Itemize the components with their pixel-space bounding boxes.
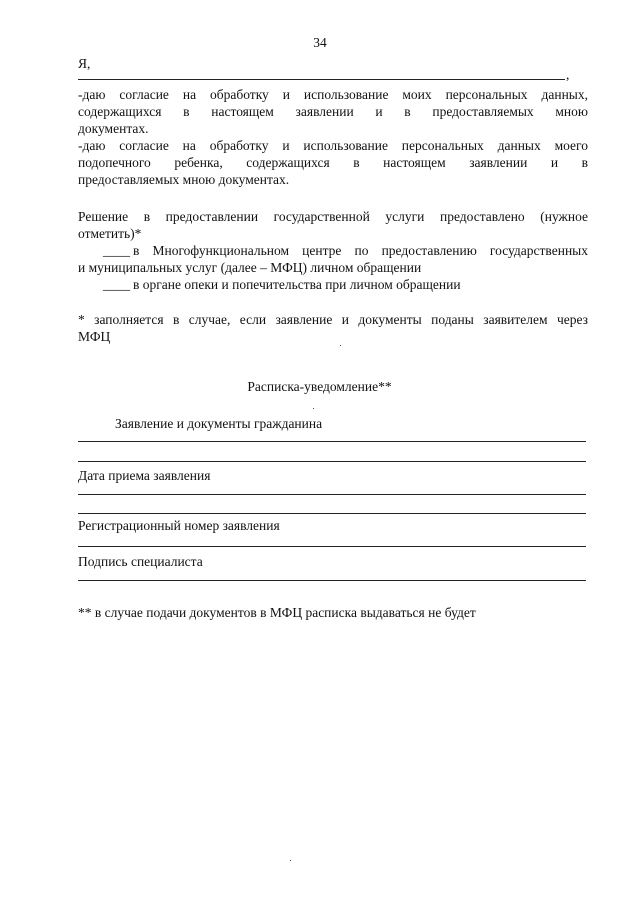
footnote2: ** в случае подачи документов в МФЦ расписка выдаваться не будет — [78, 605, 476, 620]
consent-child-line3: предоставляемых мною документах. — [78, 172, 290, 187]
speck-mark-2 — [313, 408, 314, 409]
speck-mark-3 — [290, 860, 291, 861]
intro-comma: , — [566, 67, 570, 82]
date-label: Дата приема заявления — [78, 468, 211, 483]
footnote1-line1: * заполняется в случае, если заявление и документы поданы заявителем через — [78, 312, 588, 327]
signature-fill-line — [78, 580, 586, 581]
consent-own-line2: содержащихся в настоящем заявлении и в предоставляемых мною — [78, 104, 588, 119]
reg-number-fill-line — [78, 546, 586, 547]
option1-blank: ____ — [103, 243, 130, 258]
date-fill-line-1 — [78, 494, 586, 495]
option1-line1: в Многофункциональном центре по предоставлению государственных — [133, 243, 588, 258]
option1-line2: и муниципальных услуг (далее – МФЦ) личном обращении — [78, 260, 422, 275]
decision-line2: отметить)* — [78, 226, 142, 241]
option2-line1: в органе опеки и попечительства при личном обращении — [133, 277, 461, 292]
documents-fill-line-2 — [78, 461, 586, 462]
documents-fill-line-1 — [78, 441, 586, 442]
name-fill-line — [78, 79, 565, 80]
receipt-title: Расписка-уведомление** — [247, 379, 392, 394]
page-number: 34 — [313, 35, 327, 50]
documents-label: Заявление и документы гражданина — [115, 416, 323, 431]
signature-label: Подпись специалиста — [78, 554, 203, 569]
speck-mark — [340, 345, 341, 346]
footnote1-line2: МФЦ — [78, 329, 111, 344]
option2-blank: ____ — [103, 277, 130, 292]
intro-ya: Я, — [78, 56, 91, 71]
consent-own-line1: -даю согласие на обработку и использование моих персональных данных, — [78, 87, 588, 102]
date-fill-line-2 — [78, 513, 586, 514]
consent-own-line3: документах. — [78, 121, 149, 136]
decision-line1: Решение в предоставлении государственной услуги предоставлено (нужное — [78, 209, 588, 224]
consent-child-line2: подопечного ребенка, содержащихся в настоящем заявлении и в — [78, 155, 588, 170]
consent-child-line1: -даю согласие на обработку и использование персональных данных моего — [78, 138, 588, 153]
reg-number-label: Регистрационный номер заявления — [78, 518, 280, 533]
